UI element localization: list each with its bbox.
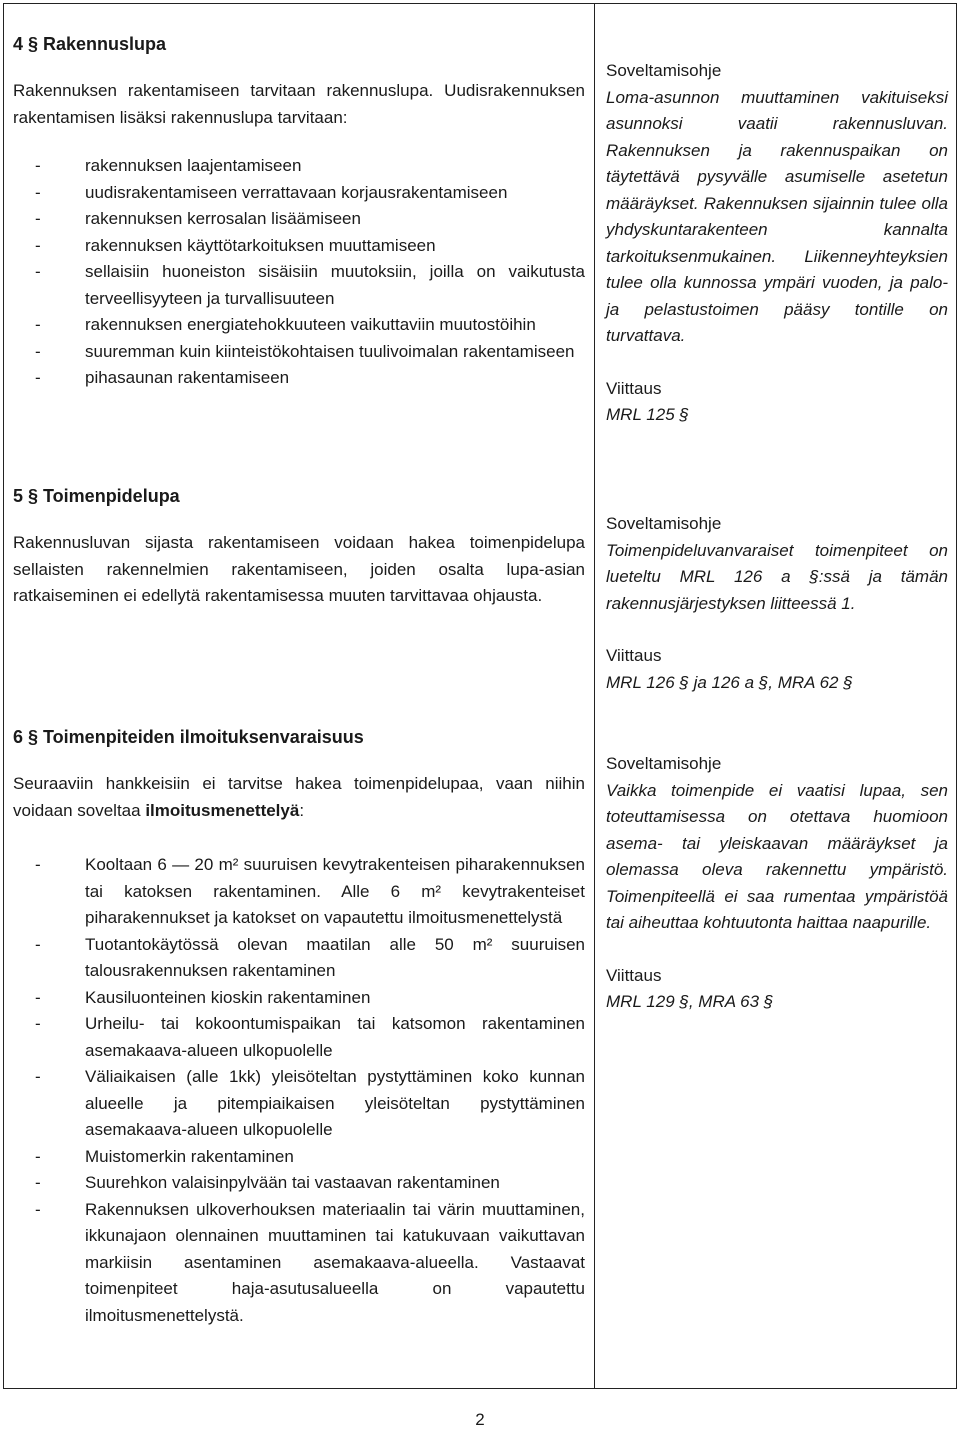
section-5-text: Rakennusluvan sijasta rakentamiseen voidaan hakea toimenpidelupa sellaisten rakennelmien rakentamiseen, joiden osalta lupa-asian ratkaiseminen ei edellytä rakentamisessa muuten tarvittavaa ohjausta. xyxy=(13,533,585,605)
list-item: - pihasaunan rakentamiseen xyxy=(13,365,585,392)
list-item: - Kooltaan 6 — 20 m² suuruisen kevytrakenteisen piharakennuksen tai katoksen rakentaminen. Alle 6 m² kevytrakenteiset piharakennukset ja katokset on vapautettu ilmoitusmenettelystä xyxy=(13,852,585,932)
list-item: - rakennuksen kerrosalan lisäämiseen xyxy=(13,206,585,233)
section-5 xyxy=(13,484,585,610)
note-6-text: Vaikka toimenpide ei vaatisi lupaa, sen toteuttamisessa on otettava huomioon asema- tai yleiskaavan määräykset ja olemassa oleva rakennettu ympäristö. Toimenpiteellä ei saa rumentaa ympäristöä tai aiheuttaa kohtuutonta haittaa naapurille. xyxy=(606,780,948,932)
section-6-intro-start: Seuraaviin hankkeisiin ei tarvitse hakea toimenpidelupaa, vaan niihin voidaan soveltaa xyxy=(13,774,585,820)
note-4-ref: MRL 125 § xyxy=(606,405,689,424)
note-4-text: Loma-asunnon muuttaminen vakituiseksi asunnoksi vaatii rakennusluvan. Rakennuksen ja rakennuspaikan on täytettävä pysyvälle asumiselle asetetun määräykset. Rakennuksen sijainnin tulee olla yhdyskuntarakenteen kannalta tarkoituksenmukainen. Liikenneyhteyksien tulee olla kunnossa ympäri vuoden, ja palo- ja pelastustoimen pääsy tontille on turvattava. xyxy=(606,87,948,345)
note-5-ref: MRL 126 § ja 126 a §, MRA 62 § xyxy=(606,672,853,692)
note-6-ref: MRL 129 §, MRA 63 § xyxy=(606,992,774,1011)
section-6-intro-bold: ilmoitusmenettelyä xyxy=(145,800,300,820)
list-item: - Suurehkon valaisinpylvään tai vastaavan rakentaminen xyxy=(13,1170,585,1197)
section-6-heading: 6 § Toimenpiteiden ilmoituksenvaraisuus xyxy=(13,727,364,747)
list-item: - Kausiluonteinen kioskin rakentaminen xyxy=(13,985,585,1012)
section-4-heading: 4 § Rakennuslupa xyxy=(13,34,167,54)
note-5-ref-label: Viittaus xyxy=(606,646,662,665)
section-4-list xyxy=(13,153,585,392)
note-5-text: Toimenpideluvanvaraiset toimenpiteet on lueteltu MRL 126 a §:ssä ja tämän rakennusjärjestyksen liitteessä 1. xyxy=(606,540,948,613)
list-item: - Urheilu- tai kokoontumispaikan tai katsomon rakentaminen asemakaava-alueen ulkopuolelle xyxy=(13,1011,585,1064)
note-4-ref-label: Viittaus xyxy=(606,378,662,398)
note-5-label: Soveltamisohje xyxy=(606,514,722,533)
section-4 xyxy=(13,32,585,392)
note-6 xyxy=(606,751,948,1016)
list-item: - Tuotantokäytössä olevan maatilan alle 50 m² suuruisen talousrakennuksen rakentaminen xyxy=(13,932,585,985)
section-6 xyxy=(13,725,585,1329)
section-6-intro xyxy=(13,771,585,824)
note-4 xyxy=(606,58,948,429)
section-4-intro: Rakennuksen rakentamiseen tarvitaan rakennuslupa. Uudisrakennuksen rakentamisen lisäksi rakennuslupa tarvitaan: xyxy=(13,81,585,127)
list-item: - suuremman kuin kiinteistökohtaisen tuulivoimalan rakentamiseen xyxy=(13,339,585,366)
note-6-label: Soveltamisohje xyxy=(606,754,722,773)
list-item: - Muistomerkin rakentaminen xyxy=(13,1144,585,1171)
list-item: - rakennuksen käyttötarkoituksen muuttamiseen xyxy=(13,233,585,260)
section-5-heading: 5 § Toimenpidelupa xyxy=(13,486,180,506)
list-item: - sellaisiin huoneiston sisäisiin muutoksiin, joilla on vaikutusta terveellisyyteen ja turvallisuuteen xyxy=(13,259,585,312)
note-5 xyxy=(606,511,948,696)
page-number: 2 xyxy=(475,1410,485,1429)
note-6-ref-label: Viittaus xyxy=(606,965,662,985)
list-item: - rakennuksen laajentamiseen xyxy=(13,153,585,180)
list-item: - Väliaikaisen (alle 1kk) yleisöteltan pystyttäminen koko kunnan alueelle ja pitempiaikaisen yleisöteltan pystyttäminen asemakaava-alueen ulkopuolelle xyxy=(13,1064,585,1144)
list-item: - uudisrakentamiseen verrattavaan korjausrakentamiseen xyxy=(13,180,585,207)
note-4-label: Soveltamisohje xyxy=(606,61,722,80)
section-6-list xyxy=(13,852,585,1329)
section-6-intro-end: : xyxy=(299,800,305,820)
list-item: - rakennuksen energiatehokkuuteen vaikuttaviin muutostöihin xyxy=(13,312,585,339)
list-item: - Rakennuksen ulkoverhouksen materiaalin tai värin muuttaminen, ikkunajaon olennainen muuttaminen tai katukuvaan vaikuttavan markiisin asentaminen asemakaava-alueella. Vastaavat toimenpiteet haja-asutusalueella on vapautettu ilmoitusmenettelystä. xyxy=(13,1197,585,1330)
column-divider xyxy=(594,3,595,1389)
